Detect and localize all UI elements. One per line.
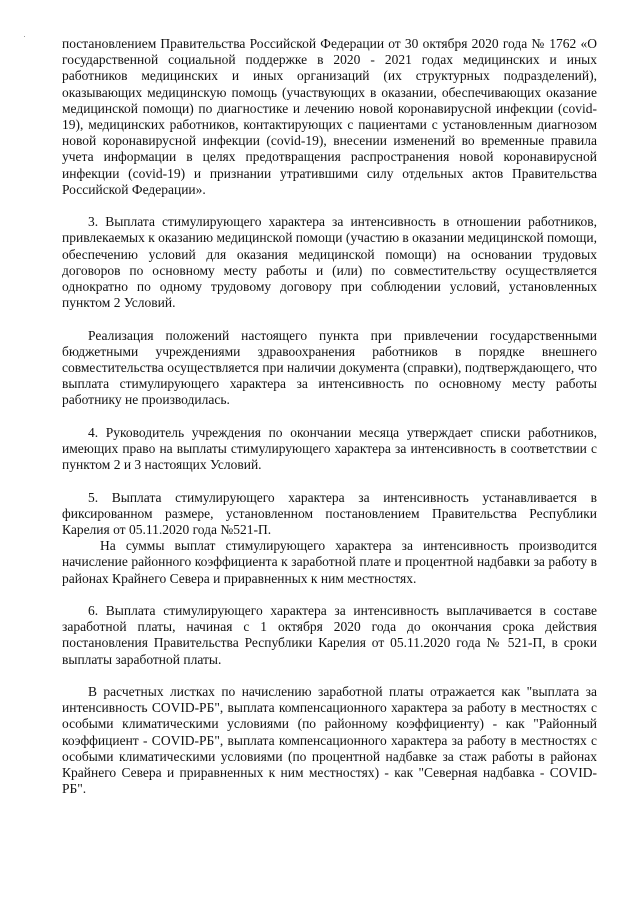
paragraph-regional-coefficient: На суммы выплат стимулирующего характера за интенсивность производится начисление районного коэффициента к заработной плате и процентной надбавки за работу в районах Крайнего Севера и приравненных к ним местностях. <box>62 538 597 586</box>
paragraph-item-5: 5. Выплата стимулирующего характера за интенсивность устанавливается в фиксированном размере, установленном постановлением Правительства Республики Карелия от 05.11.2020 года №521-П. <box>62 489 597 538</box>
paragraph-item-6: 6. Выплата стимулирующего характера за интенсивность выплачивается в составе заработной платы, начиная с 1 октября 2020 года до окончания срока действия постановления Правительства Республики Карелия от 05.11.2020 года № 521-П, в сроки выплаты заработной платы. <box>62 603 597 667</box>
document-page <box>62 36 597 814</box>
paragraph-payslip-labels: В расчетных листках по начислению заработной платы отражается как "выплата за интенсивность COVID-РБ", выплата компенсационного характера за работу в местностях с особыми климатическими условиями (по районному коэффициенту) - как "Районный коэффициент - COVID-РБ", выплата компенсационного характера за работу в местностях с особыми климатическими условиями (по процентной надбавке за стаж работы в районах Крайнего Севера и приравненных к ним местностях) - как "Северная надбавка - COVID-РБ". <box>62 684 597 797</box>
paragraph-item-4: 4. Руководитель учреждения по окончании месяца утверждает списки работников, имеющих право на выплаты стимулирующего характера за интенсивность в соответствии с пунктом 2 и 3 настоящих Условий. <box>62 424 597 473</box>
paragraph-part-time-rule: Реализация положений настоящего пункта при привлечении государственными бюджетными учреждениями здравоохранения работников в порядке внешнего совместительства осуществляется при наличии документа (справки), подтверждающего, что выплата стимулирующего характера за интенсивность по основному месту работы работнику не производилась. <box>62 327 597 408</box>
paragraph-decree-reference: постановлением Правительства Российской Федерации от 30 октября 2020 года № 1762 «О государственной социальной поддержке в 2020 - 2021 годах медицинских и иных работников медицинских и иных организаций (их структурных подразделений), оказывающих медицинскую помощь (участвующих в оказании, обеспечивающих оказание медицинской помощи) по диагностике и лечению новой коронавирусной инфекции (covid-19), медицинских работников, контактирующих с пациентами с установленным диагнозом новой коронавирусной инфекции (covid-19), внесении изменений во временные правила учета информации в целях предотвращения распространения новой коронавирусной инфекции (covid-19) и признании утратившими силу отдельных актов Правительства Российской Федерации». <box>62 36 597 197</box>
scan-speck <box>24 36 25 37</box>
paragraph-item-3: 3. Выплата стимулирующего характера за интенсивность в отношении работников, привлекаемых к оказанию медицинской помощи (участию в оказании медицинской помощи, обеспечению условий для оказания медицинской помощи) на основании трудовых договоров по основному месту работы и (или) по совместительству осуществляется однократно по одному трудовому договору при соблюдении условий, установленных пунктом 2 Условий. <box>62 214 597 311</box>
